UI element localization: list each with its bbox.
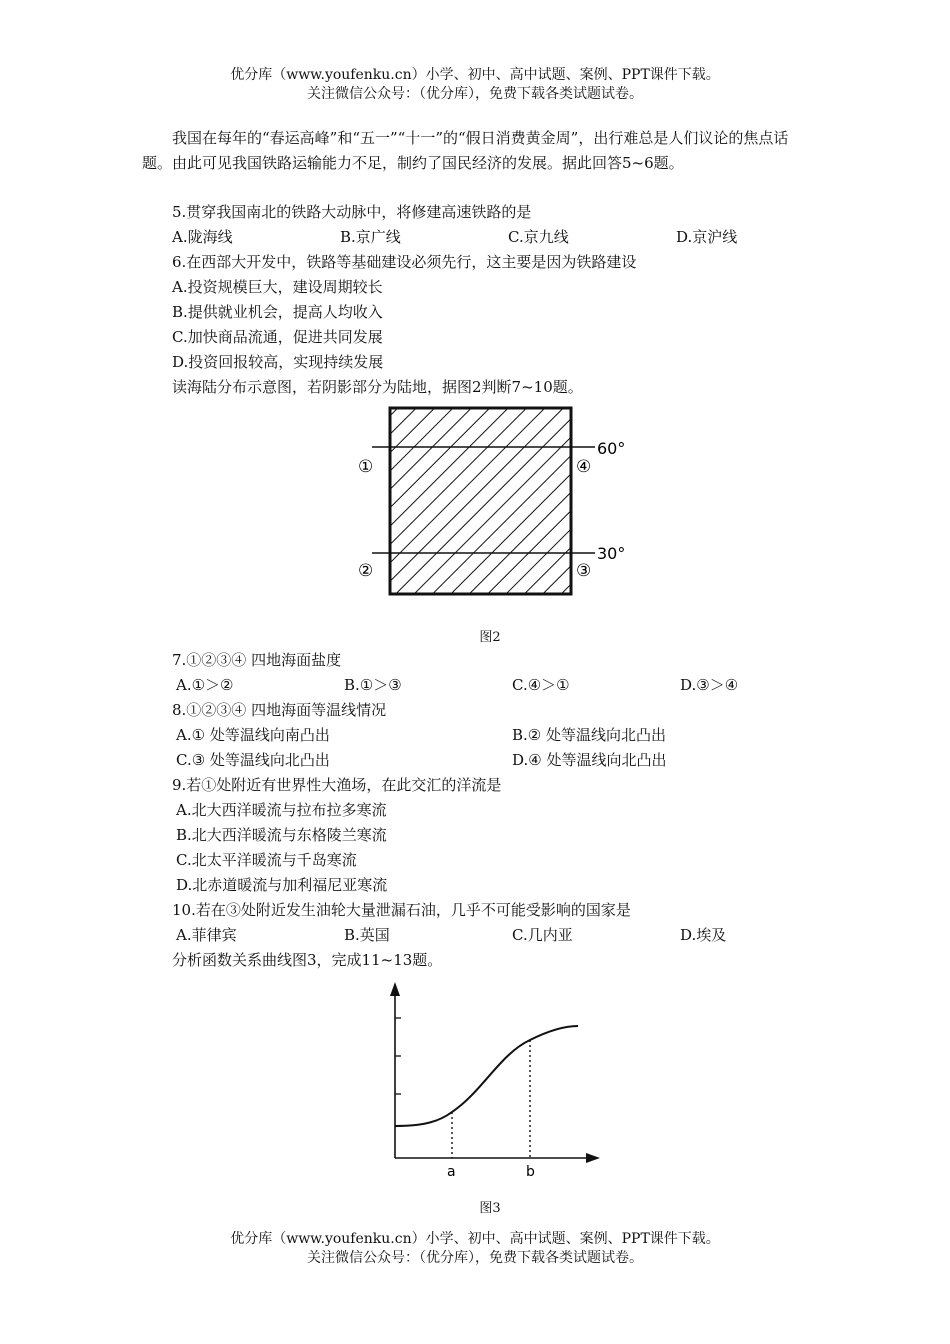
q10-option-b: B.英国 [344, 926, 390, 944]
q6-option-c: C.加快商品流通，促进共同发展 [172, 328, 383, 346]
latitude-60-label: 60° [597, 439, 626, 458]
q8-option-d: D.④ 处等温线向北凸出 [512, 751, 667, 769]
q5-option-d: D.京沪线 [676, 228, 738, 246]
land-hatched-area [390, 408, 571, 594]
q7-stem: 7.①②③④ 四地海面盐度 [172, 651, 342, 669]
figure-2-caption: 图2 [479, 630, 501, 645]
x-label-a: a [447, 1164, 456, 1180]
q9-option-a: A.北大西洋暖流与拉布拉多寒流 [176, 801, 387, 819]
q10-stem: 10.若在③处附近发生油轮大量泄漏石油，几乎不可能受影响的国家是 [172, 901, 631, 919]
footer-line-1: 优分库（www.youfenku.cn）小学、初中、高中试题、案例、PPT课件下载。 [230, 1231, 720, 1247]
marker-1: ① [358, 457, 374, 477]
q5-stem: 5.贯穿我国南北的铁路大动脉中，将修建高速铁路的是 [172, 203, 532, 221]
q6-stem: 6.在西部大开发中，铁路等基础建设必须先行，这主要是因为铁路建设 [172, 253, 637, 271]
q8-option-c: C.③ 处等温线向北凸出 [176, 751, 330, 769]
footer-line-2: 关注微信公众号：（优分库），免费下载各类试题试卷。 [307, 1250, 643, 1266]
header-line-2: 关注微信公众号：（优分库），免费下载各类试题试卷。 [307, 86, 643, 102]
function-curve [395, 1026, 578, 1126]
q8-option-a: A.① 处等温线向南凸出 [176, 726, 330, 744]
intro-paragraph: 我国在每年的“春运高峰”和“五一”“十一”的“假日消费黄金周”，出行难总是人们议论的焦点话题。由此可见我国铁路运输能力不足，制约了国民经济的发展。据此回答5~6题。 [142, 129, 789, 172]
q8-stem: 8.①②③④ 四地海面等温线情况 [172, 701, 387, 719]
q7-option-c: C.④＞① [512, 676, 570, 694]
q7-option-b: B.①＞③ [344, 676, 402, 694]
x-axis-arrow [586, 1153, 600, 1163]
q8-option-b: B.② 处等温线向北凸出 [512, 726, 667, 744]
q5-option-a: A.陇海线 [172, 228, 233, 246]
q9-option-b: B.北大西洋暖流与东格陵兰寒流 [176, 826, 387, 844]
q5-option-c: C.京九线 [508, 228, 569, 246]
marker-2: ② [358, 561, 374, 581]
q10-option-d: D.埃及 [680, 926, 727, 944]
q9-option-c: C.北太平洋暖流与千岛寒流 [176, 851, 357, 869]
fig2-intro: 读海陆分布示意图，若阴影部分为陆地，据图2判断7~10题。 [172, 378, 583, 396]
q6-option-b: B.提供就业机会，提高人均收入 [172, 303, 383, 321]
latitude-30-label: 30° [597, 544, 626, 563]
y-axis-arrow [390, 982, 400, 996]
header-line-1: 优分库（www.youfenku.cn）小学、初中、高中试题、案例、PPT课件下载。 [230, 67, 720, 83]
x-label-b: b [526, 1164, 535, 1180]
q6-option-d: D.投资回报较高，实现持续发展 [172, 353, 384, 371]
q10-option-a: A.菲律宾 [176, 926, 237, 944]
q9-stem: 9.若①处附近有世界性大渔场，在此交汇的洋流是 [172, 776, 502, 794]
marker-3: ③ [576, 561, 592, 581]
q10-option-c: C.几内亚 [512, 926, 573, 944]
q9-option-d: D.北赤道暖流与加利福尼亚寒流 [176, 876, 388, 894]
fig3-intro: 分析函数关系曲线图3，完成11~13题。 [172, 951, 443, 969]
q7-option-a: A.①＞② [176, 676, 234, 694]
q7-option-d: D.③＞④ [680, 676, 739, 694]
q5-option-b: B.京广线 [340, 228, 401, 246]
figure-2-diagram [350, 400, 640, 605]
marker-4: ④ [576, 457, 592, 477]
figure-3-caption: 图3 [479, 1201, 501, 1216]
q6-option-a: A.投资规模巨大，建设周期较长 [172, 278, 383, 296]
figure-3-curve-chart [370, 978, 610, 1188]
